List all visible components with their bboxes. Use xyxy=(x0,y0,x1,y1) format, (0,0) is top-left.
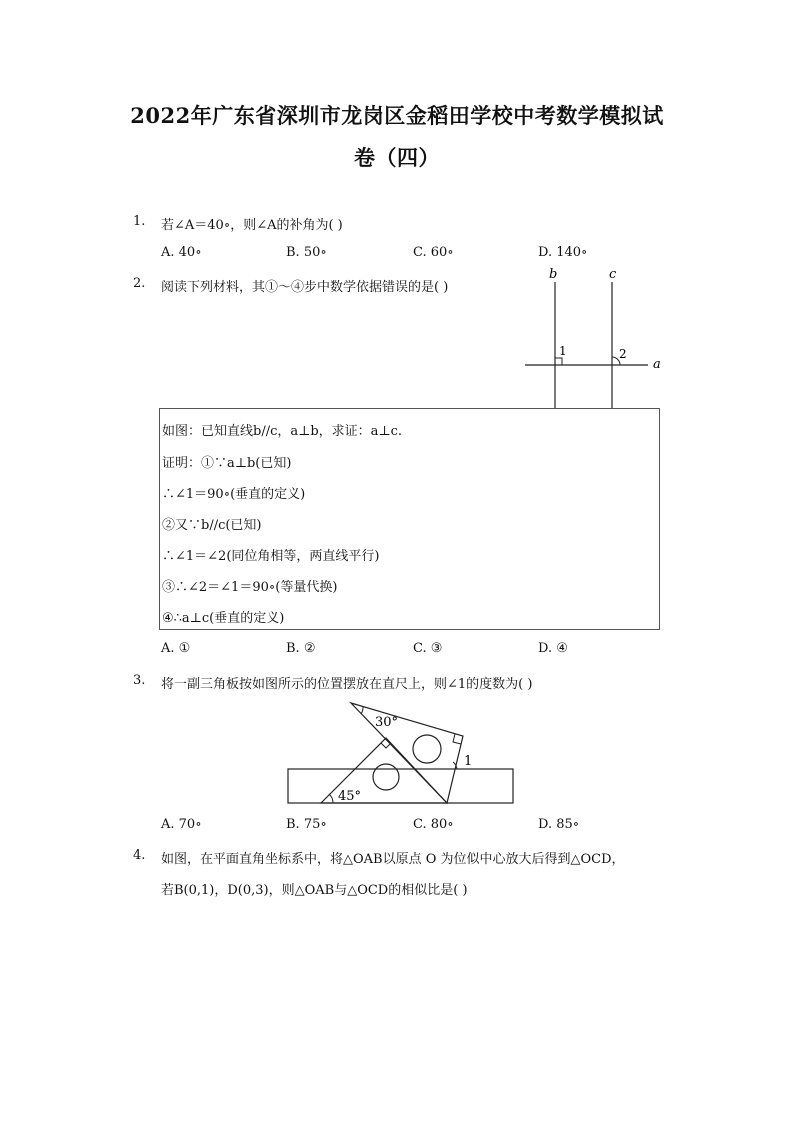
angle-30-arc xyxy=(361,706,363,714)
question-3-option-a: A. 70∘ xyxy=(161,817,202,832)
label-b: b xyxy=(549,267,558,282)
question-1-option-a: A. 40∘ xyxy=(161,245,202,260)
question-2-option-a: A. ① xyxy=(161,641,191,656)
label-angle-1: 1 xyxy=(559,344,567,358)
proof-line-7: ④∴a⊥c(垂直的定义) xyxy=(162,611,285,626)
question-2-figure xyxy=(520,262,670,412)
question-1-text: 若∠A＝40∘，则∠A的补角为( ) xyxy=(161,218,343,233)
proof-line-3: ∴∠1＝90∘(垂直的定义) xyxy=(162,487,306,502)
question-3-text: 将一副三角板按如图所示的位置摆放在直尺上，则∠1的度数为( ) xyxy=(161,677,533,692)
label-45: 45° xyxy=(338,789,362,804)
set-square-45-hole xyxy=(373,764,399,790)
set-square-30 xyxy=(351,703,463,803)
question-4-text-line2: 若B(0,1)，D(0,3)，则△OAB与△OCD的相似比是( ) xyxy=(161,883,468,898)
question-2-text: 阅读下列材料，其①～④步中数学依据错误的是( ) xyxy=(161,280,449,295)
ruler xyxy=(288,769,513,803)
question-1-option-d: D. 140∘ xyxy=(538,245,588,260)
right-angle-mark xyxy=(555,358,562,365)
label-angle-2: 2 xyxy=(619,347,627,361)
label-a: a xyxy=(653,357,661,372)
question-4-number: 4. xyxy=(133,848,146,863)
question-2-option-d: D. ④ xyxy=(538,641,568,656)
proof-box xyxy=(159,408,660,630)
label-angle-1: 1 xyxy=(464,754,473,769)
label-30: 30° xyxy=(375,715,399,730)
question-1-option-c: C. 60∘ xyxy=(413,245,454,260)
question-4-text-line1: 如图，在平面直角坐标系中，将△OAB以原点 O 为位似中心放大后得到△OCD， xyxy=(161,852,625,867)
question-3-option-d: D. 85∘ xyxy=(538,817,580,832)
question-2-option-c: C. ③ xyxy=(413,641,443,656)
question-2-option-b: B. ② xyxy=(286,641,316,656)
page-title-line2: 卷（四） xyxy=(354,145,440,170)
question-1-option-b: B. 50∘ xyxy=(286,245,327,260)
proof-line-5: ∴∠1＝∠2(同位角相等，两直线平行) xyxy=(162,549,380,564)
set-square-30-hole xyxy=(413,735,441,763)
page-title-line1: 2022年广东省深圳市龙岗区金稻田学校中考数学模拟试 xyxy=(130,103,664,128)
proof-line-1: 如图：已知直线b//c，a⊥b，求证：a⊥c. xyxy=(162,424,403,439)
question-3-number: 3. xyxy=(133,673,146,688)
question-2-number: 2. xyxy=(133,276,146,291)
question-3-option-b: B. 75∘ xyxy=(286,817,327,832)
label-c: c xyxy=(609,267,617,282)
proof-line-6: ③∴∠2＝∠1＝90∘(等量代换) xyxy=(162,580,338,595)
angle-45-arc xyxy=(329,794,333,803)
proof-line-2: 证明：①∵a⊥b(已知) xyxy=(162,456,292,471)
question-1-number: 1. xyxy=(133,214,146,229)
question-3-figure xyxy=(285,700,520,808)
proof-line-4: ②又∵b//c(已知) xyxy=(162,518,262,533)
question-3-option-c: C. 80∘ xyxy=(413,817,454,832)
